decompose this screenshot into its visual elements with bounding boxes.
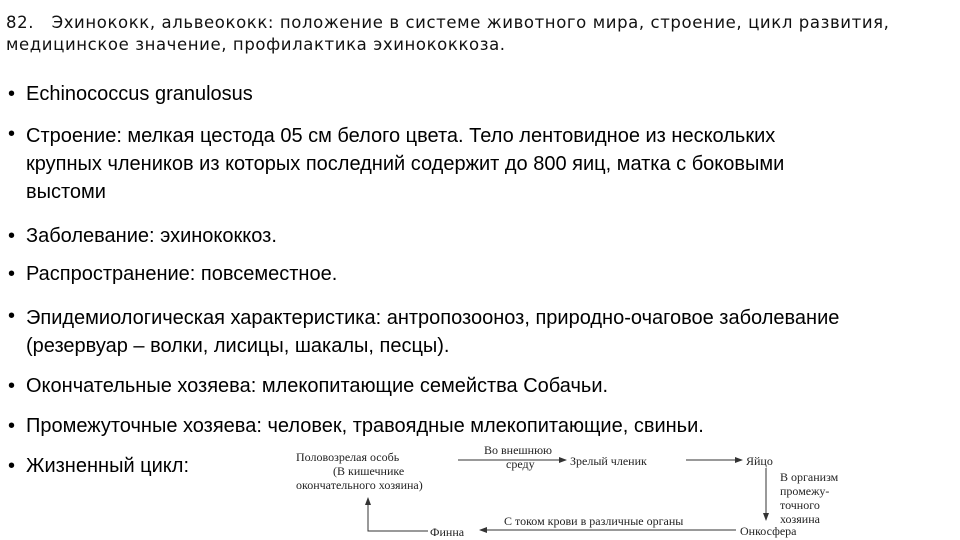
bullet-text: Жизненный цикл: xyxy=(26,455,189,477)
bullet-dot: • xyxy=(8,455,16,477)
node-egg: Яйцо xyxy=(746,454,773,468)
bullet-dot: • xyxy=(8,415,16,437)
node-mature-segment: Зрелый членик xyxy=(570,454,647,468)
node-adult-line3: окончательного хозяина) xyxy=(296,478,423,492)
bullet-text: Промежуточные хозяева: человек, травоядные млекопитающие, свиньи. xyxy=(26,415,704,437)
bullet-text: Echinococcus granulosus xyxy=(26,83,253,105)
bullet-text: Окончательные хозяева: млекопитающие семейства Собачьи. xyxy=(26,375,609,397)
bullet-dot: • xyxy=(8,375,16,397)
bullet-dot: • xyxy=(8,123,16,145)
arrow-label-blood: С током крови в различные органы xyxy=(504,514,684,528)
node-adult-line1: Половозрелая особь xyxy=(296,450,400,464)
node-oncosphere: Онкосфера xyxy=(740,524,797,538)
bullet-text: Заболевание: эхинококкоз. xyxy=(26,225,277,247)
arrow-label-external1: Во внешнюю xyxy=(484,443,553,457)
bullet-text: Распространение: повсеместное. xyxy=(26,263,338,285)
bullet-dot: • xyxy=(8,83,16,105)
bullet-text: Эпидемиологическая характеристика: антропозооноз, природно-очаговое заболевание (резервуар – волки, лисицы, шакалы, песцы). xyxy=(26,307,840,357)
side-label-line3: точного xyxy=(780,498,820,512)
bullet-dot: • xyxy=(8,225,16,247)
arrow-finna-to-adult xyxy=(368,498,428,531)
arrow-label-external2: среду xyxy=(506,457,535,471)
bullet-dot: • xyxy=(8,263,16,285)
side-label-line1: В организм xyxy=(780,470,839,484)
bullet-dot: • xyxy=(8,305,16,327)
node-finna: Финна xyxy=(430,525,465,539)
node-adult-line2: (В кишечнике xyxy=(333,464,405,478)
side-label-line2: промежу- xyxy=(780,484,830,498)
side-label-line4: хозяина xyxy=(780,512,820,526)
bullet-text: Строение: мелкая цестода 05 см белого цвета. Тело лентовидное из нескольких крупных члеников из которых последний содержит до 800 яиц, матка с боковыми выстоми xyxy=(26,125,785,203)
slide-title: 82. Эхинококк, альвеококк: положение в системе животного мира, строение, цикл развития, медицинское значение, профилактика эхинококкоза. xyxy=(6,13,890,54)
